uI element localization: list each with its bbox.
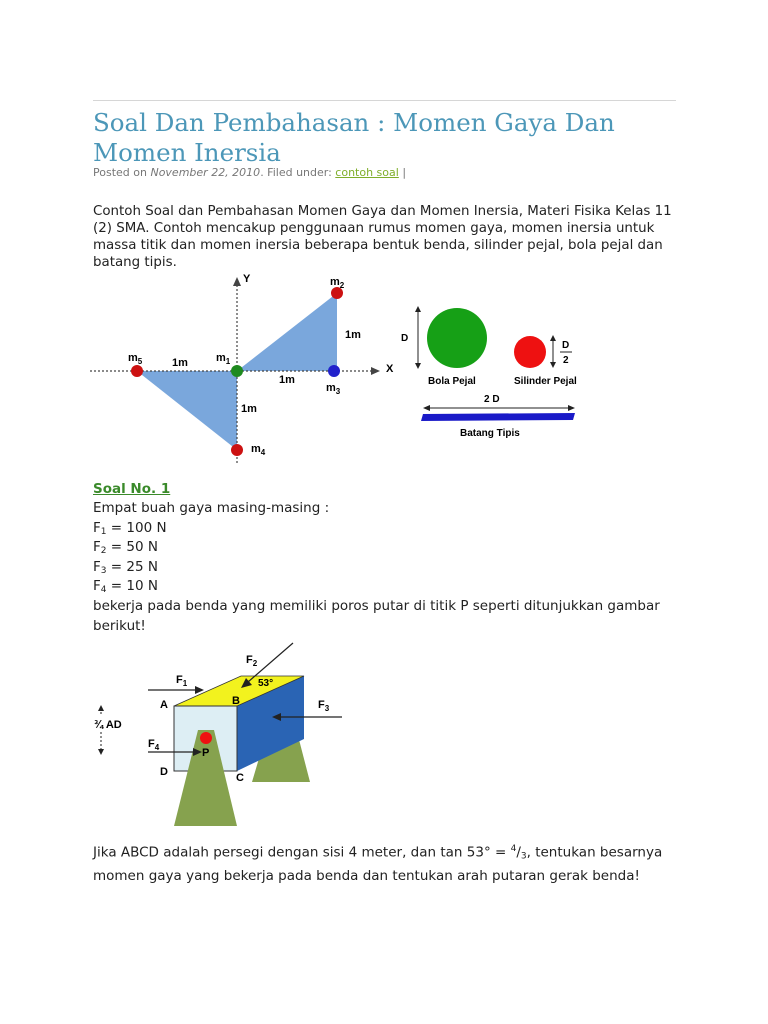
label-m4: $m_4$ — [251, 443, 266, 457]
y-arrowhead — [233, 277, 241, 286]
figure-block-forces — [88, 640, 368, 830]
length-arrow-right — [568, 405, 575, 411]
post-title[interactable]: Soal Dan Pembahasan : Momen Gaya Dan Momen Inersia — [93, 108, 615, 167]
f4-label: $F_4$ — [148, 738, 160, 752]
meta-separator: | — [398, 166, 407, 179]
d-arrow-bottom — [415, 363, 421, 369]
post-date: November 22, 2010 — [150, 166, 261, 179]
point-b: B — [232, 695, 240, 707]
silinder-pejal-shape — [514, 336, 546, 368]
point-p: P — [202, 747, 210, 759]
half-d-denominator: 2 — [563, 355, 569, 366]
figure-point-masses — [90, 270, 410, 465]
force-f1: $F_1 = 100$ N — [93, 520, 167, 537]
point-d: D — [160, 766, 168, 778]
intro-paragraph: Contoh Soal dan Pembahasan Momen Gaya dan Momen Inersia, Materi Fisika Kelas 11 (2) SMA. Contoh mencakup penggunaan rumus momen gaya, momen inersia untuk massa titik dan momen inersia beberapa bentuk benda, silinder pejal, bola pejal dan batang tipis. — [93, 204, 672, 270]
point-c: C — [236, 772, 244, 784]
pivot-p — [200, 732, 212, 744]
soal-1-question: Jika ABCD adalah persegi dengan sisi 4 meter, dan $\tan 53^\circ = ^4/_3$, tentukan besarnya momen gaya yang bekerja pada benda dan tentukan arah putaran gerak benda! — [93, 844, 663, 884]
posted-prefix: Posted on — [93, 166, 151, 179]
filed-prefix: . Filed under: — [260, 166, 336, 179]
soal-1-description: bekerja pada benda yang memiliki poros putar di titik P seperti ditunjukkan gambar berikut! — [93, 598, 660, 634]
y-axis-label: Y — [243, 273, 251, 285]
batang-tipis-shape — [421, 413, 575, 421]
soal-1-heading[interactable]: Soal No. 1 — [93, 481, 171, 497]
label-m1: $m_1$ — [216, 352, 231, 366]
d-label: D — [401, 333, 409, 344]
mass-m1 — [231, 365, 243, 377]
f2-label: $F_2$ — [246, 654, 258, 668]
force-f2: $F_2 = 50$ N — [93, 539, 158, 556]
dist-up: 1m — [345, 329, 361, 341]
post-meta — [93, 166, 406, 179]
label-m5: $m_5$ — [128, 352, 143, 366]
mass-m5 — [131, 365, 143, 377]
dist-down: 1m — [241, 403, 257, 415]
category-link[interactable]: contoh soal — [335, 166, 399, 179]
length-label: 2 D — [484, 394, 500, 405]
label-m2: $m_2$ — [330, 276, 345, 290]
f3-label: $F_3$ — [318, 699, 330, 713]
bola-pejal-shape — [427, 308, 487, 368]
mass-m3 — [328, 365, 340, 377]
soal-1-lead: Empat buah gaya masing-masing : — [93, 500, 330, 516]
half-d-arrow-bottom — [550, 362, 556, 368]
mass-m4 — [231, 444, 243, 456]
x-axis-label: X — [386, 363, 394, 375]
top-divider — [93, 100, 676, 101]
lower-triangle — [137, 371, 237, 450]
x-arrowhead — [371, 367, 380, 375]
ad-label: ¾ AD — [94, 719, 122, 731]
force-f4: $F_4 = 10$ N — [93, 578, 158, 595]
bola-pejal-label: Bola Pejal — [428, 376, 476, 387]
batang-tipis-label: Batang Tipis — [460, 428, 520, 439]
dist-right: 1m — [279, 374, 295, 386]
ad-arrow-bottom — [98, 749, 104, 755]
upper-triangle — [237, 293, 337, 371]
angle-label: 53° — [258, 678, 274, 689]
ad-arrow-top — [98, 705, 104, 711]
d-arrow-top — [415, 306, 421, 312]
point-a: A — [160, 699, 168, 711]
half-d-arrow-top — [550, 335, 556, 341]
figure-shapes — [398, 300, 588, 445]
length-arrow-left — [423, 405, 430, 411]
silinder-pejal-label: Silinder Pejal — [514, 376, 577, 387]
force-f3: $F_3 = 25$ N — [93, 559, 158, 576]
dist-left: 1m — [172, 357, 188, 369]
label-m3: $m_3$ — [326, 382, 341, 396]
f1-label: $F_1$ — [176, 674, 188, 688]
half-d-numerator: D — [562, 340, 570, 351]
